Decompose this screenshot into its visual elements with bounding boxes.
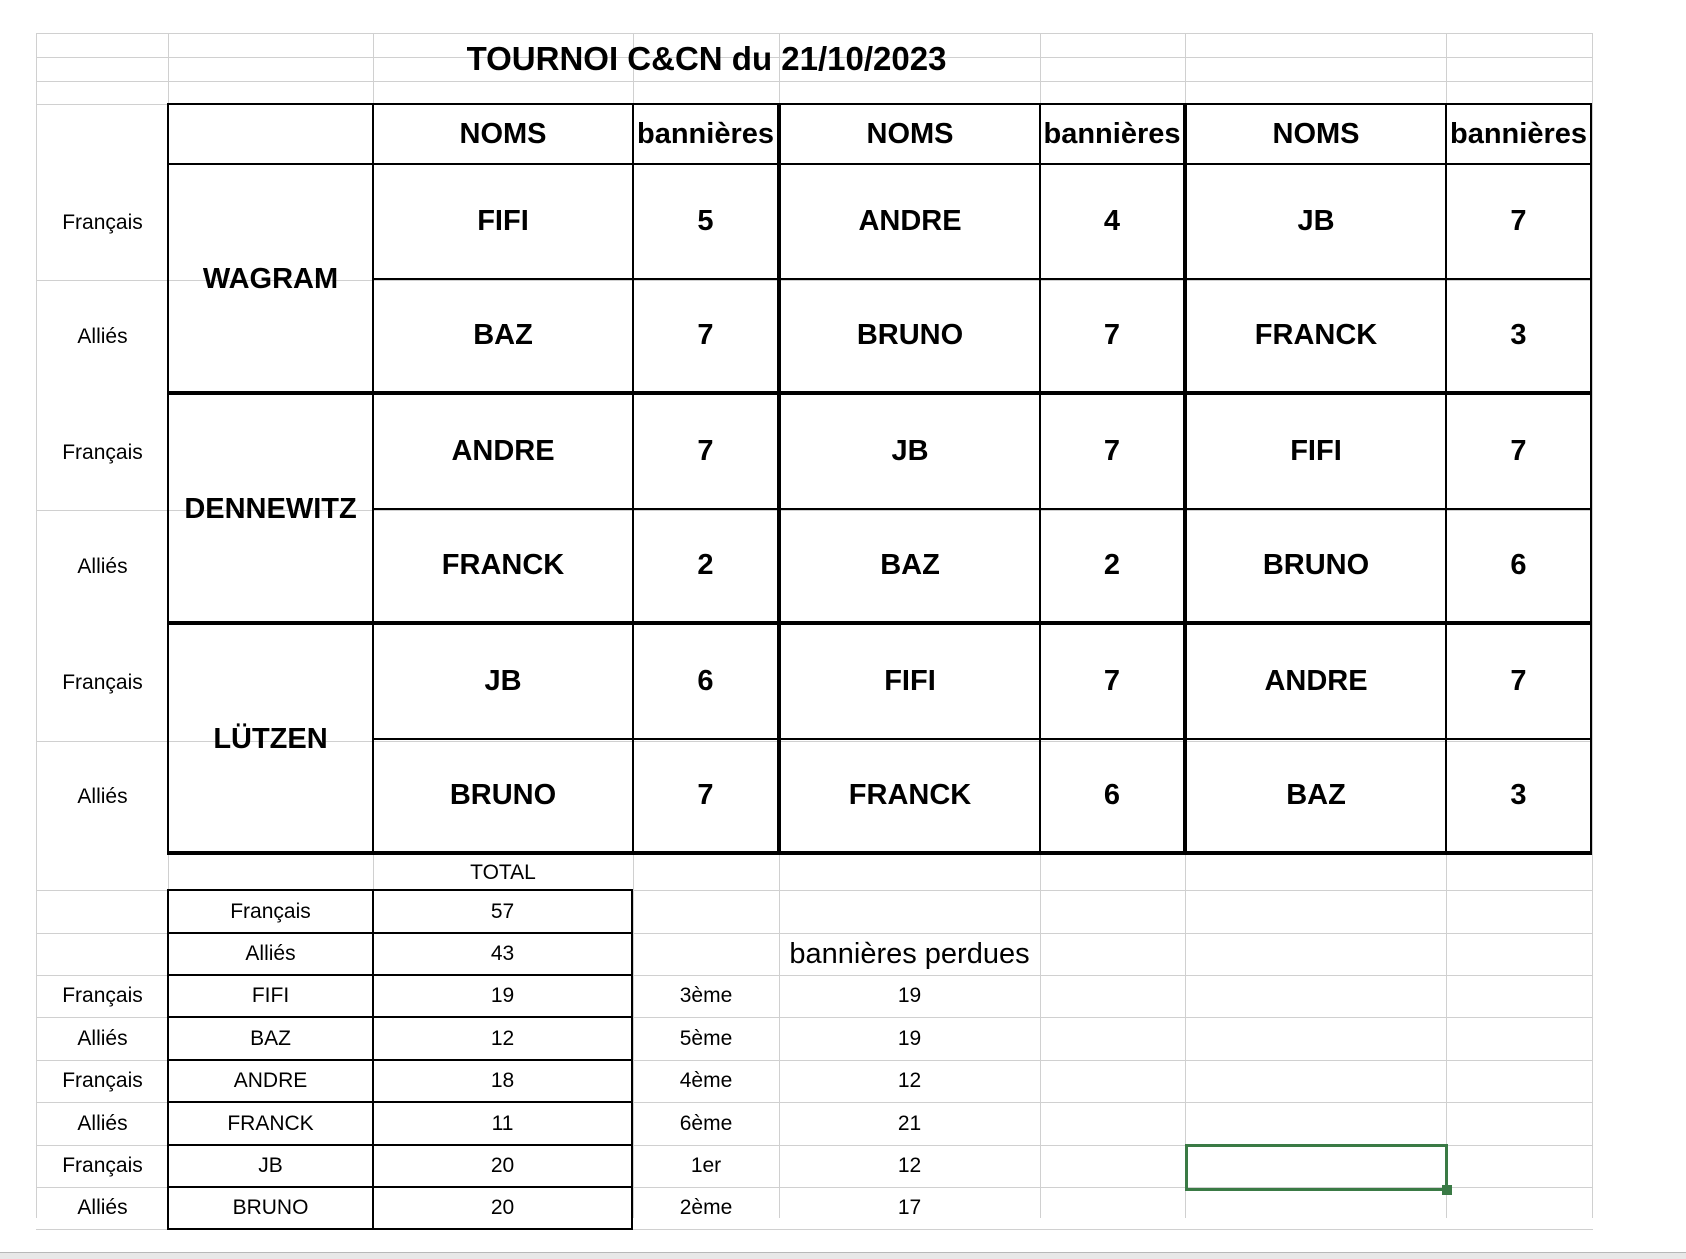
selected-cell[interactable] — [1185, 1144, 1448, 1191]
banner-cell: 5 — [697, 205, 714, 237]
player-side: Français — [62, 984, 143, 1007]
header-bannieres: bannières — [1450, 117, 1587, 150]
banner-cell: 7 — [1510, 665, 1527, 697]
gridline — [36, 81, 1593, 82]
banner-cell: 7 — [1510, 435, 1527, 467]
banner-cell: 4 — [1103, 205, 1121, 237]
player-rank: 3ème — [679, 984, 733, 1007]
table-border — [1590, 103, 1592, 855]
banner-cell: 7 — [1103, 435, 1121, 467]
player-cell: BAZ — [1286, 779, 1346, 811]
player-cell: BRUNO — [449, 779, 557, 811]
banner-cell: 2 — [1103, 549, 1121, 581]
player-name: FRANCK — [227, 1111, 314, 1135]
battle-name: LÜTZEN — [213, 722, 328, 755]
player-cell: FIFI — [884, 665, 936, 697]
banner-cell: 3 — [1510, 779, 1527, 811]
player-lost: 12 — [897, 1069, 922, 1092]
player-cell: FIFI — [1290, 435, 1342, 467]
player-cell: JB — [1297, 205, 1335, 237]
total-side: Français — [230, 899, 311, 923]
header-noms: NOMS — [1272, 117, 1360, 150]
player-total: 12 — [490, 1026, 515, 1050]
player-rank: 6ème — [679, 1111, 733, 1135]
player-side: Français — [62, 1069, 143, 1092]
player-side: Alliés — [77, 1026, 128, 1050]
side-label: Alliés — [77, 554, 128, 578]
player-lost: 12 — [897, 1154, 922, 1177]
banner-cell: 7 — [697, 319, 714, 351]
fill-handle[interactable] — [1442, 1185, 1452, 1195]
player-total: 20 — [490, 1154, 515, 1177]
total-value: 57 — [490, 899, 515, 923]
gridline — [36, 33, 1593, 34]
side-label: Alliés — [77, 324, 128, 348]
header-noms: NOMS — [866, 117, 954, 150]
battle-name: WAGRAM — [202, 262, 339, 295]
table-border — [167, 851, 1592, 855]
header-bannieres: bannières — [637, 117, 774, 150]
header-bannieres: bannières — [1043, 117, 1181, 150]
player-cell: ANDRE — [451, 435, 555, 467]
player-side: Français — [62, 1154, 143, 1177]
battle-name: DENNEWITZ — [184, 492, 357, 525]
player-rank: 1er — [690, 1154, 722, 1177]
total-side: Alliés — [245, 942, 296, 965]
player-cell: BAZ — [473, 319, 533, 351]
player-rank: 4ème — [679, 1069, 733, 1092]
player-name: ANDRE — [233, 1069, 308, 1092]
sheet-title: TOURNOI C&CN du 21/10/2023 — [466, 40, 947, 77]
banner-cell: 6 — [1103, 779, 1121, 811]
player-rank: 2ème — [679, 1196, 733, 1219]
player-lost: 17 — [897, 1196, 922, 1219]
banner-cell: 7 — [1103, 319, 1121, 351]
table-border — [167, 1228, 633, 1230]
side-label: Français — [62, 670, 143, 694]
total-value: 43 — [490, 942, 515, 965]
player-total: 11 — [491, 1111, 514, 1135]
player-total: 19 — [490, 984, 515, 1007]
banner-cell: 7 — [697, 779, 714, 811]
player-cell: JB — [891, 435, 929, 467]
player-cell: FIFI — [477, 205, 529, 237]
banner-cell: 7 — [1103, 665, 1121, 697]
player-name: JB — [258, 1154, 283, 1177]
player-rank: 5ème — [679, 1026, 733, 1050]
side-label: Français — [62, 440, 143, 464]
player-cell: FRANCK — [848, 779, 972, 811]
player-lost: 19 — [897, 1026, 922, 1050]
banner-cell: 6 — [1510, 549, 1527, 581]
player-cell: FRANCK — [1254, 319, 1378, 351]
player-cell: FRANCK — [441, 549, 565, 581]
gridline — [1592, 33, 1593, 1218]
banner-cell: 7 — [1510, 205, 1527, 237]
player-cell: BRUNO — [1262, 549, 1370, 581]
side-label: Alliés — [77, 784, 128, 808]
player-cell: JB — [484, 665, 522, 697]
player-name: BRUNO — [232, 1196, 309, 1219]
header-noms: NOMS — [459, 117, 547, 150]
side-label: Français — [62, 210, 143, 234]
player-name: FIFI — [251, 984, 290, 1007]
player-cell: ANDRE — [1264, 665, 1368, 697]
player-name: BAZ — [250, 1026, 291, 1050]
banner-cell: 6 — [697, 665, 714, 697]
player-cell: ANDRE — [858, 205, 962, 237]
player-lost: 19 — [897, 984, 922, 1007]
player-lost: 21 — [897, 1111, 922, 1135]
banner-cell: 7 — [697, 435, 714, 467]
player-cell: BAZ — [880, 549, 940, 581]
banner-cell: 2 — [697, 549, 714, 581]
player-side: Alliés — [77, 1111, 128, 1135]
bannieres-perdues-label: bannières perdues — [789, 937, 1030, 970]
banner-cell: 3 — [1510, 319, 1527, 351]
total-label: TOTAL — [470, 860, 536, 884]
player-cell: BRUNO — [856, 319, 964, 351]
player-side: Alliés — [77, 1196, 128, 1219]
player-total: 18 — [490, 1069, 515, 1092]
player-total: 20 — [490, 1196, 515, 1219]
